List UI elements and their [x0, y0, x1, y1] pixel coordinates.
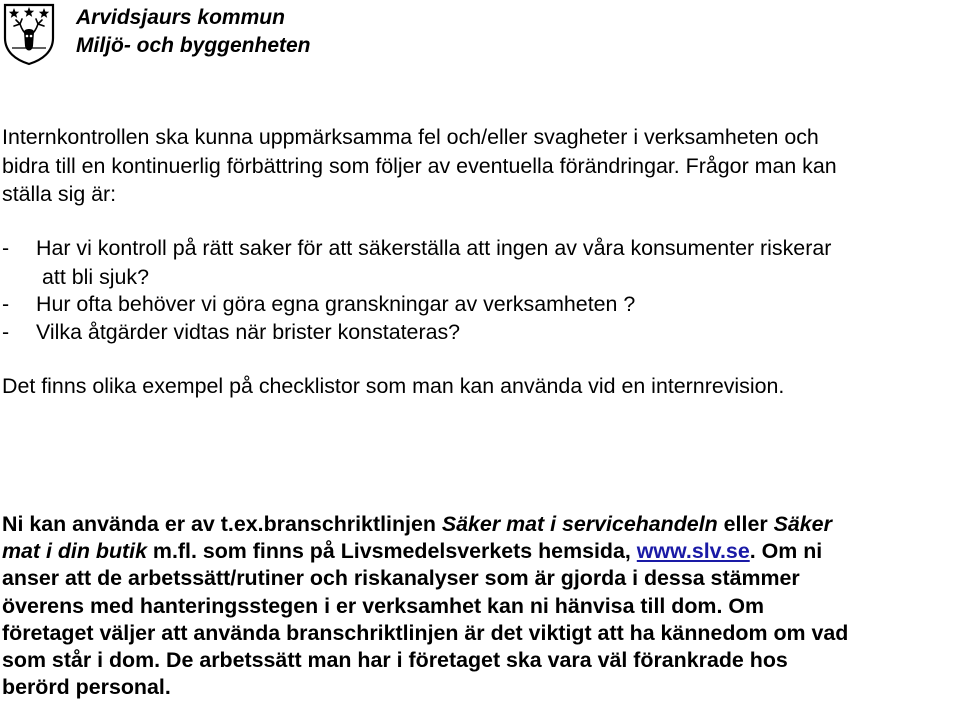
paragraph-line: företaget väljer att använda branschriktlinjen är det viktigt att ha kännedom om vad	[2, 620, 849, 645]
paragraph-line: som står i dom. De arbetssätt man har i företaget ska vara väl förankrade hos	[2, 648, 788, 673]
list-dash: -	[2, 236, 10, 260]
examples-paragraph: Det finns olika exempel på checklistor som man kan använda vid en internrevision.	[2, 374, 785, 398]
department-name: Miljö- och byggenheten	[76, 34, 311, 57]
guideline-title: mat i din butik	[2, 539, 147, 564]
text-span: m.fl. som finns på Livsmedelsverkets hemsida,	[146, 539, 637, 564]
slv-website-link[interactable]: www.slv.se	[636, 539, 750, 564]
text-span: Ni kan använda er av t.ex.branschriktlinjen	[2, 512, 442, 536]
branch-guideline-paragraph	[2, 511, 958, 701]
text-span: . Om ni	[749, 539, 823, 564]
question-item	[2, 234, 952, 263]
question-text: Har vi kontroll på rätt saker för att säkerställa att ingen av våra konsumenter riskerar	[36, 236, 832, 260]
paragraph-line	[2, 538, 958, 565]
intro-line: Internkontrollen ska kunna uppmärksamma fel och/eller svagheter i verksamheten och	[2, 125, 819, 149]
header-text	[76, 4, 311, 60]
paragraph-line: berörd personal.	[2, 675, 171, 700]
text-span: eller	[717, 512, 774, 536]
question-item	[2, 318, 952, 347]
paragraph-line: anser att de arbetssätt/rutiner och riskanalyser som är gjorda i dessa stämmer	[2, 566, 800, 591]
intro-line: bidra till en kontinuerlig förbättring som följer av eventuella förändringar. Frågor man kan	[2, 153, 837, 178]
question-text: Hur ofta behöver vi göra egna granskningar av verksamheten ?	[36, 292, 636, 316]
paragraph-line	[2, 511, 958, 538]
letterhead	[0, 0, 960, 68]
intro-paragraph	[2, 123, 952, 209]
list-dash: -	[2, 320, 10, 344]
guideline-title: Säker	[773, 512, 832, 536]
paragraph-line: överens med hanteringsstegen i er verksamhet kan ni hänvisa till dom. Om	[2, 593, 764, 618]
list-dash: -	[2, 292, 10, 316]
question-text: Vilka åtgärder vidtas när brister konstateras?	[36, 320, 461, 344]
organization-name: Arvidsjaurs kommun	[76, 6, 285, 29]
question-item	[2, 290, 952, 319]
municipal-crest-icon	[2, 2, 56, 66]
intro-line: ställa sig är:	[2, 182, 117, 206]
question-continuation: att bli sjuk?	[42, 265, 150, 289]
guideline-title: Säker mat i servicehandeln	[441, 512, 718, 536]
